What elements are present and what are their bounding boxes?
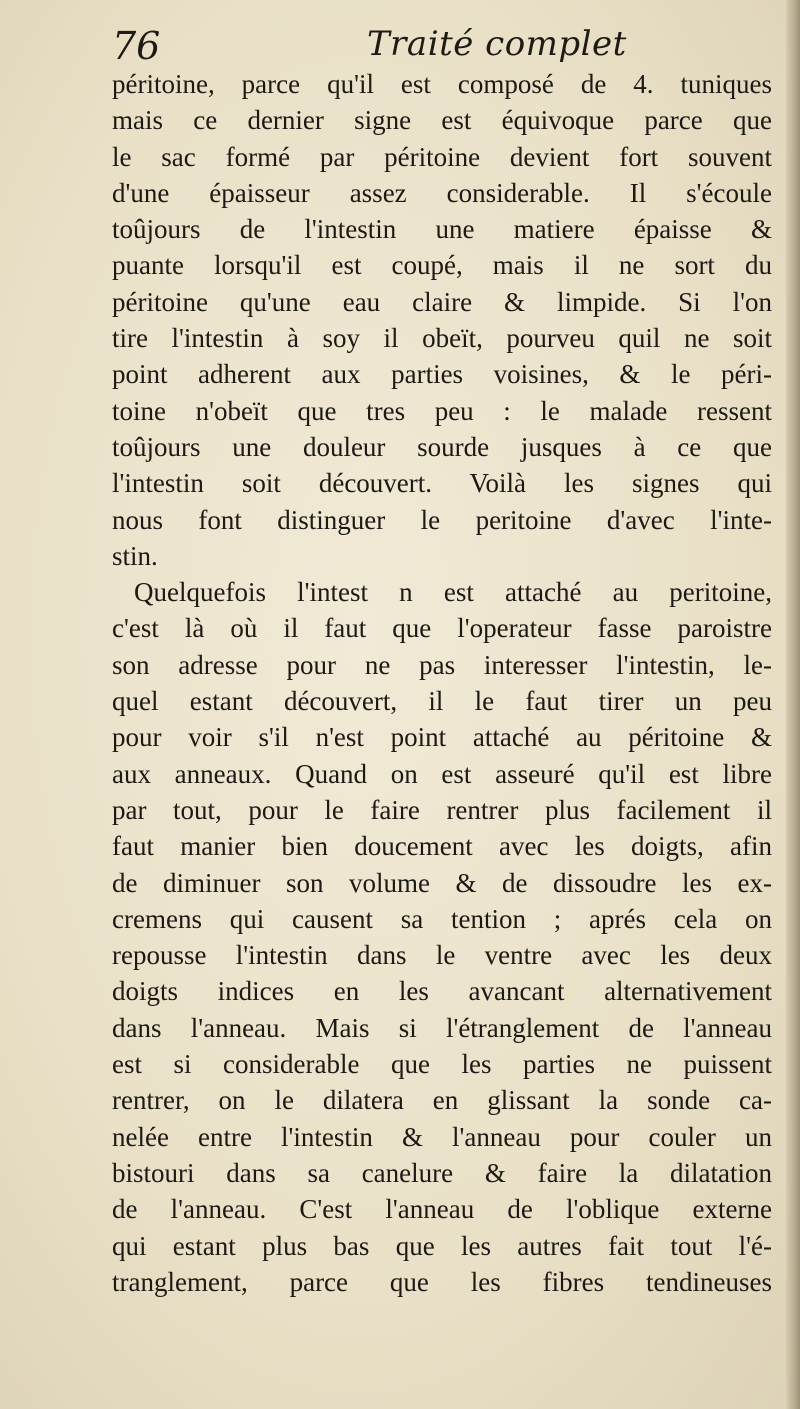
text-line: péritoine, parce qu'il est composé de 4. tuniques bbox=[112, 69, 772, 99]
text-line: péritoine qu'une eau claire & limpide. Si l'on bbox=[112, 286, 772, 317]
text-line: doigts indices en les avancant alternativement bbox=[112, 976, 772, 1007]
text-line: d'une épaisseur assez considerable. Il s'écoule bbox=[112, 177, 772, 208]
text-line: est si considerable que les parties ne puissent bbox=[112, 1049, 772, 1080]
text-line: aux anneaux. Quand on est asseuré qu'il est libre bbox=[112, 758, 772, 789]
body-text bbox=[112, 66, 772, 1300]
text-line: pour voir s'il n'est point attaché au péritoine & bbox=[112, 722, 772, 753]
text-line: quel estant découvert, il le faut tirer un peu bbox=[112, 686, 772, 717]
text-line: rentrer, on le dilatera en glissant la sonde ca- bbox=[112, 1085, 772, 1116]
running-title: Traité complet bbox=[367, 24, 627, 64]
text-line: le sac formé par péritoine devient fort souvent bbox=[112, 141, 772, 172]
text-line: tranglement, parce que les fibres tendineuses bbox=[112, 1266, 772, 1297]
text-line: toûjours de l'intestin une matiere épaisse & bbox=[112, 214, 772, 245]
text-line: stin. bbox=[112, 540, 158, 571]
text-line: qui estant plus bas que les autres fait tout l'é- bbox=[112, 1230, 772, 1261]
text-line: par tout, pour le faire rentrer plus facilement il bbox=[112, 794, 772, 825]
page-number: 76 bbox=[112, 24, 161, 68]
text-line: dans l'anneau. Mais si l'étranglement de l'anneau bbox=[112, 1012, 772, 1043]
page-header bbox=[112, 14, 772, 74]
text-line: puante lorsqu'il est coupé, mais il ne sort du bbox=[112, 250, 772, 281]
text-line: repousse l'intestin dans le ventre avec les deux bbox=[112, 940, 772, 971]
text-line: cremens qui causent sa tention ; aprés cela on bbox=[112, 903, 772, 934]
text-line: de l'anneau. C'est l'anneau de l'oblique externe bbox=[112, 1194, 772, 1225]
text-line: mais ce dernier signe est équivoque parce que bbox=[112, 105, 772, 136]
text-line: toûjours une douleur sourde jusques à ce que bbox=[112, 431, 772, 462]
text-line: tire l'intestin à soy il obeït, pourveu quil ne soit bbox=[112, 323, 772, 354]
text-line: l'intestin soit découvert. Voilà les signes qui bbox=[112, 468, 772, 499]
text-line: bistouri dans sa canelure & faire la dilatation bbox=[112, 1157, 772, 1188]
text-line: faut manier bien doucement avec les doigts, afin bbox=[112, 831, 772, 862]
text-line: son adresse pour ne pas interesser l'intestin, le- bbox=[112, 649, 772, 680]
text-line: nous font distinguer le peritoine d'avec l'inte- bbox=[112, 504, 772, 535]
text-line: de diminuer son volume & de dissoudre les ex- bbox=[112, 867, 772, 898]
text-line: point adherent aux parties voisines, & le péri- bbox=[112, 359, 772, 390]
text-line: c'est là où il faut que l'operateur fasse paroistre bbox=[112, 613, 772, 644]
text-line: toine n'obeït que tres peu : le malade ressent bbox=[112, 395, 772, 426]
page-edge bbox=[786, 0, 800, 1409]
paragraph-start-line: Quelquefois l'intest n est attaché au peritoine, bbox=[134, 577, 772, 608]
text-line: nelée entre l'intestin & l'anneau pour couler un bbox=[112, 1121, 772, 1152]
